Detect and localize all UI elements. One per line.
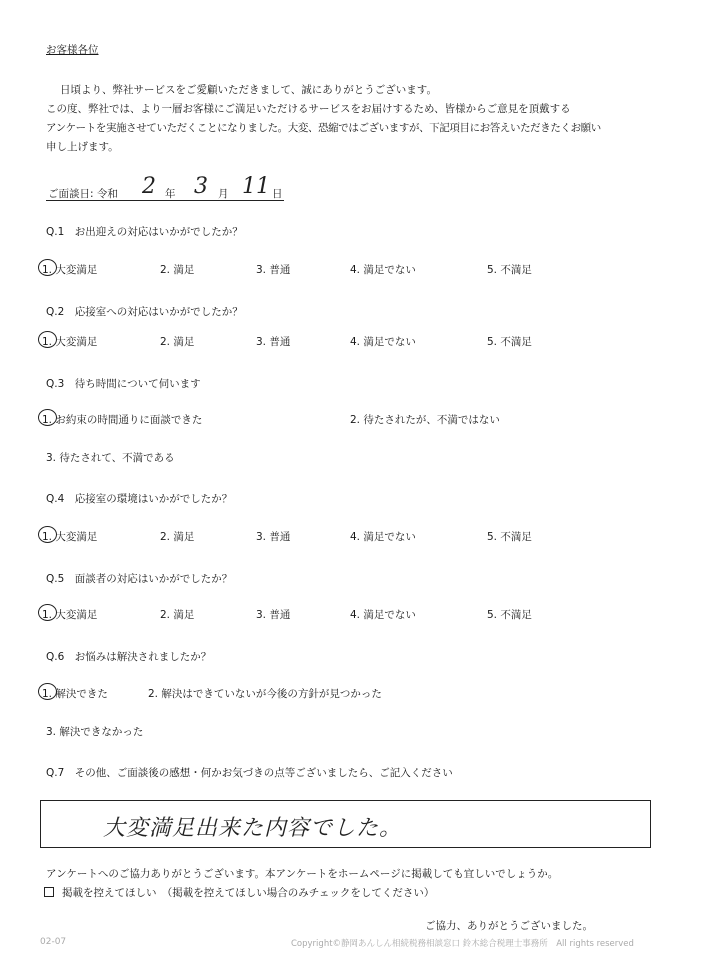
q6-option-2[interactable]: 2. 解決はできていないが今後の方針が見つかった [148, 688, 382, 700]
intro-line-4: 申し上げます。 [46, 141, 119, 153]
q4-options [0, 529, 711, 545]
publish-question: アンケートへのご協力ありがとうございます。本アンケートをホームページに掲載しても宜しいでしょうか。 [46, 868, 559, 880]
date-prefix: ご面談日: 令和 [48, 188, 118, 200]
selected-circle [38, 683, 57, 700]
q3-options [0, 412, 711, 472]
q1-option-1[interactable]: 1. 大変満足 [42, 262, 97, 277]
q2-option-5[interactable]: 5. 不満足 [487, 336, 532, 348]
copyright: Copyright©静岡あんしん相続税務相談窓口 鈴木総合税理士事務所 All rights reserved [291, 939, 634, 949]
q6-options [0, 686, 711, 742]
intro-line-2: この度、弊社では、より一層お客様にご満足いただけるサービスをお届けするため、皆様からご意見を頂戴する [46, 103, 571, 115]
date-day: 11 [242, 174, 270, 199]
q5-option-4[interactable]: 4. 満足でない [350, 609, 416, 621]
q1-question: Q.1 お出迎えの対応はいかがでしたか？ [46, 226, 243, 238]
q4-option-5[interactable]: 5. 不満足 [487, 531, 532, 543]
q4-option-1[interactable]: 1. 大変満足 [42, 529, 97, 544]
q2-option-1[interactable]: 1. 大変満足 [42, 334, 97, 349]
q3-option-1[interactable]: 1. お約束の時間通りに面談できた [42, 412, 202, 427]
q6-option-1[interactable]: 1. 解決できた [42, 686, 108, 701]
q4-option-4[interactable]: 4. 満足でない [350, 531, 416, 543]
intro-line-3: アンケートを実施させていただくことになりました。大変、恐縮ではございますが、下記項目にお答えいただきたくお願い [46, 122, 601, 134]
publish-checkbox[interactable] [44, 887, 54, 897]
selected-circle [38, 604, 57, 621]
q5-question: Q.5 面談者の対応はいかがでしたか？ [46, 573, 233, 585]
selected-circle [38, 331, 57, 348]
q6-option-3[interactable]: 3. 解決できなかった [46, 726, 144, 738]
q7-question: Q.7 その他、ご面談後の感想・何かお気づきの点等ございましたら、ご記入ください [46, 767, 453, 779]
q7-answer-box[interactable] [40, 800, 651, 848]
q5-option-2[interactable]: 2. 満足 [160, 609, 195, 621]
q5-option-1[interactable]: 1. 大変満足 [42, 607, 97, 622]
q1-option-5[interactable]: 5. 不満足 [487, 264, 532, 276]
selected-circle [38, 409, 57, 426]
q2-options [0, 334, 711, 350]
q4-option-3[interactable]: 3. 普通 [256, 531, 291, 543]
q3-option-2[interactable]: 2. 待たされたが、不満ではない [350, 414, 500, 426]
q1-option-4[interactable]: 4. 満足でない [350, 264, 416, 276]
q1-option-2[interactable]: 2. 満足 [160, 264, 195, 276]
date-year: 2 [142, 174, 156, 199]
date-month-unit: 月 [218, 188, 229, 200]
q4-question: Q.4 応接室の環境はいかがでしたか？ [46, 493, 233, 505]
q5-option-5[interactable]: 5. 不満足 [487, 609, 532, 621]
q5-option-3[interactable]: 3. 普通 [256, 609, 291, 621]
q1-option-3[interactable]: 3. 普通 [256, 264, 291, 276]
date-day-unit: 日 [272, 188, 283, 200]
interview-date [46, 176, 284, 201]
q2-option-3[interactable]: 3. 普通 [256, 336, 291, 348]
q2-option-4[interactable]: 4. 満足でない [350, 336, 416, 348]
selected-circle [38, 259, 57, 276]
salutation: お客様各位 [46, 44, 99, 56]
form-code: 02-07 [40, 937, 67, 947]
date-month: 3 [194, 174, 208, 199]
publish-checkbox-label: 掲載を控えてほしい （掲載を控えてほしい場合のみチェックをしてください） [62, 887, 435, 899]
q2-question: Q.2 応接室への対応はいかがでしたか？ [46, 306, 243, 318]
q2-option-2[interactable]: 2. 満足 [160, 336, 195, 348]
q6-question: Q.6 お悩みは解決されましたか？ [46, 651, 212, 663]
intro-line-1: 日頃より、弊社サービスをご愛顧いただきまして、誠にありがとうございます。 [60, 84, 437, 96]
thanks-message: ご協力、ありがとうございました。 [425, 920, 593, 932]
q7-answer-text: 大変満足出来た内容でした。 [103, 816, 403, 841]
q3-option-3[interactable]: 3. 待たされて、不満である [46, 452, 175, 464]
selected-circle [38, 526, 57, 543]
q1-options [0, 262, 711, 278]
q5-options [0, 607, 711, 623]
q3-question: Q.3 待ち時間について伺います [46, 378, 201, 390]
q4-option-2[interactable]: 2. 満足 [160, 531, 195, 543]
date-year-unit: 年 [165, 188, 176, 200]
